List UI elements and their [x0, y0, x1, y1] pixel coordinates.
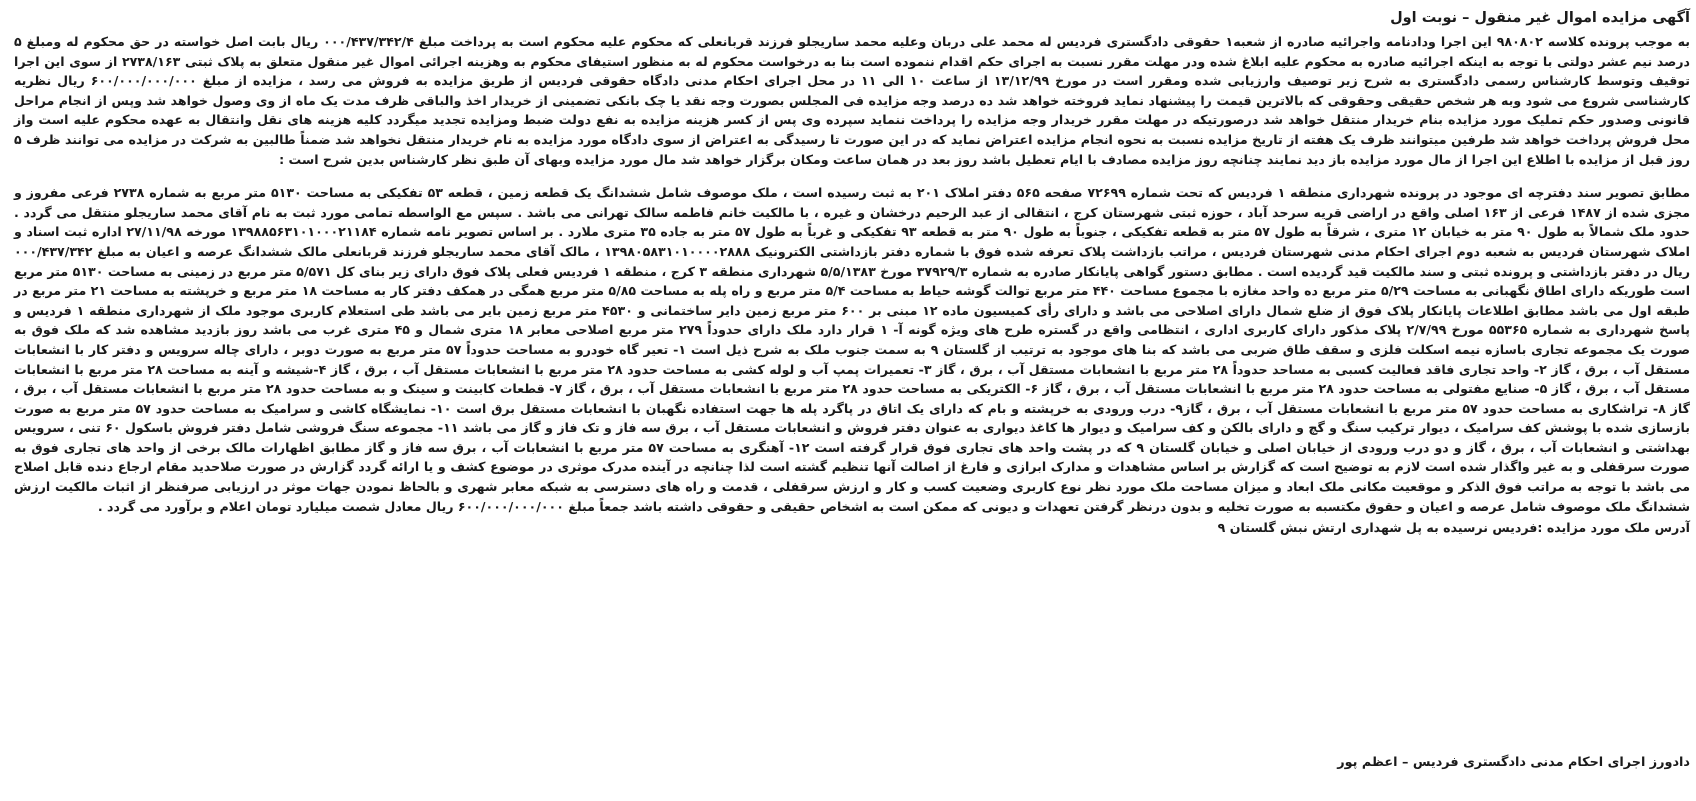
notice-title: آگهی مزایده اموال غیر منقول – نوبت اول — [1390, 10, 1690, 26]
signature-line: دادورز اجرای احکام مدنی دادگستری فردیس – اعظم پور — [1337, 755, 1690, 770]
property-address: آدرس ملک مورد مزایده :فردیس نرسیده به پل شهداری ارتش نبش گلستان ۹ — [1217, 520, 1690, 536]
notice-paragraph-property-description: مطابق تصویر سند دفترچه ای موجود در پرونده شهرداری منطقه ۱ فردیس که تحت شماره ۷۲۶۹۹ صفحه ۵۶۵ دفتر املاک ۲۰۱ به ثبت رسیده است ، ملک موصوف شامل ششدانگ یک قطعه زمین ، قطعه ۵۳ تفکیکی به مساحت ۵۱۳۰ متر مربع به شماره ۲۷۳۸ فرعی مفروز و مجزی شده از ۱۴۸۷ فرعی از ۱۶۳ اصلی واقع در اراضی قریه سرحد آباد ، حوزه ثبتی شهرستان کرج ، انتقالی از عبد الرحیم درخشان و غیره ، با مالکیت خانم فاطمه سالک تهرانی می باشد . سپس مع الواسطه تمامی مورد ثبت به نام آقای محمد ساریجلو منتقل می گردد . حدود ملک شمالاً به طول ۹۰ متر به خیابان ۱۲ متری ، شرقاً به طول ۵۷ متر به قطعه تفکیکی ، جنوباً به طول ۹۰ متر به قطعه ۹۳ تفکیکی و غرباً به طول ۵۷ متر به جاده ۳۵ متری ملارد . بر اساس تصویر نامه شماره ۱۳۹۸۸۵۶۳۱۰۱۰۰۰۲۱۱۸۴ مورخه ۲۷/۱۱/۹۸ اداره ثبت اسناد و املاک شهرستان فردیس به شعبه دوم اجرای احکام مدنی شهرستان فردیس ، مراتب بازداشت پلاک تعرفه شده فوق با شماره دفتر بازداشتی الکترونیک ۱۳۹۸۰۵۸۳۱۰۱۰۰۰۰۲۸۸۸ ، مالک آقای محمد ساریجلو فرزند قربانعلی مالک ششدانگ عرصه و اعیان به مبلغ ۰۰۰/۴۳۷/۳۴۲ ریال در دفتر بازداشتی و پرونده ثبتی و سند مالکیت قید گردیده است . مطابق دستور گواهی پایانکار صادره به شماره ۳۷۹۲۹/۳ مورخ ۵/۵/۱۳۸۳ شهرداری منطقه ۳ کرج ، منطقه ۱ فردیس فعلی پلاک فوق دارای زیر بنای کل ۵/۵۷۱ متر مربع در زمینی به مساحت ۵۱۳۰ متر مربع است طوریکه دارای اطاق نگهبانی به مساحت ۵/۲۹ متر مربع ده واحد مغازه با مجموع مساحت ۴۴۰ متر مربع توالت گوشه حیاط به مساحت ۵/۴ متر مربع و راه پله به مساحت ۵/۸۵ متر مربع همگی در همکف دفتر کار به مساحت ۱۸ متر مربع و خرپشته به مساحت ۲۱ متر مربع در طبقه اول می باشد مطابق اطلاعات پایانکار پلاک فوق از ضلع شمال دارای اصلاحی می باشد و دارای رأی کمیسیون ماده ۱۲ مبنی بر ۶۰۰ متر مربع زمین دایر ساختمانی و ۴۵۳۰ متر مربع زمین بایر می باشد طی استعلام کاربری موجود ملک از شهرداری منطقه ۱ فردیس و پاسخ شهرداری به شماره ۵۵۳۶۵ مورخ ۲/۷/۹۹ پلاک مذکور دارای کاربری اداری ، انتظامی واقع در گستره طرح های ویژه گونه آ- ۱ قرار دارد ملک دارای حدوداً ۲۷۹ متر مربع اصلاحی معابر ۱۸ متری شمال و ۴۵ متری غرب می باشد روز بازدید مشاهده شد که ملک فوق به صورت یک مجموعه تجاری باسازه نیمه اسکلت فلزی و سقف طاق ضربی می باشد که بنا های موجود به ترتیب از گلستان ۹ به سمت جنوب ملک به شرح ذیل است ۱- تعیر گاه خودرو به مساحت حدوداً ۵۷ متر مربع به صورت دوبر ، دارای چاله سرویس و دفتر کار با انشعابات مستقل آب ، برق ، گاز ۲- واحد تجاری فاقد فعالیت کسبی به مساحد حدوداً ۲۸ متر مربع با انشعابات مستقل آب ، برق ، گاز ۳- تعمیرات پمپ آب و لوله کشی به مساحت حدود ۲۸ متر مربع با انشعابات مستقل آب ، برق ، گاز ۴-شیشه و آینه به مساحت ۲۸ متر مربع با انشعابات مستقل آب ، برق ، گاز ۵- صنایع مفتولی به مساحت حدود ۲۸ متر مربع با انشعابات مستقل آب ، برق ، گاز ۶- الکتریکی به مساحت حدود ۲۸ متر مربع با انشعابات مستقل آب ، برق ، گاز ۷- قطعات کابینت و سینک و به مساحت حدود ۲۸ متر مربع با انشعابات مستقل آب ، برق ، گاز ۸- تراشکاری به مساحت حدود ۵۷ متر مربع با انشعابات مستقل آب ، برق ، گاز۹- درب ورودی به خرپشته و بام که دارای یک اتاق در پاگرد پله ها جهت استفاده نگهبان با انشعابات مستقل برق است ۱۰- نمایشگاه کاشی و سرامیک به مساحت حدود ۵۷ متر مربع به صورت بازسازی شده با پوشش کف سرامیک ، دیوار ترکیب سنگ و گچ و دارای بالکن و کف سرامیک و دیوار ها کاغذ دیواری به عنوان دفتر فروش و انشعابات مستقل آب ، برق سه فاز و تک فاز و گاز می باشد ۱۱- مجموعه سنگ فروشی شامل دفتر فروش باسکول ۶۰ تنی ، سرویس بهداشتی و انشعابات آب ، برق ، گاز و دو درب ورودی از خیابان اصلی و خیابان گلستان ۹ که در پشت واحد های تجاری فوق قرار گرفته است ۱۲- آهنگری به مساحت ۵۷ متر مربع با انشعابات آب ، برق سه فاز و گاز مطابق اظهارات مالک برخی از واحد های تجاری فوق به صورت سرقفلی و به غیر واگذار شده است لازم به توضیح است که گزارش بر اساس مشاهدات و مدارک ابرازی و فارغ از اصالت آنها تنظیم گشته است لذا چنانچه در آینده مدرک موثری در موضوع کشف و یا ارائه گردد گزارش در صورت صلاحدید مقام ارجاع دنده قابل اصلاح می باشد با توجه به مراتب فوق الذکر و موقعیت مکانی ملک ابعاد و میزان مساحت ملک مورد نظر نوع کاربری وضعیت کسب و کار و ارزش سرقفلی ، قدمت و راه های دسترسی به شبکه معابر شهری و بالحاظ نمودن جهات موثر در ارزیابی صرفنظر از اثبات مالکیت ارزش ششدانگ ملک موصوف شامل عرصه و اعیان و حقوق مکتسبه به صورت تخلیه و بدون درنظر گرفتن تعهدات و دیونی که ممکن است به اشخاص حقیقی و حقوقی داشته باشد جمعاً مبلغ ۶۰۰/۰۰۰/۰۰۰/۰۰۰ ریال معادل شصت میلیارد تومان اعلام و برآورد می گردد . — [14, 185, 1691, 514]
notice-paragraph-execution: به موجب پرونده کلاسه ۹۸۰۸۰۲ این اجرا ودادنامه واجرائیه صادره از شعبه۱ حقوقی دادگستری فردیس له محمد علی دربان وعلیه محمد ساریجلو فرزند قربانعلی که محکوم علیه محکوم است به پرداخت مبلغ ۰۰۰/۴۳۷/۳۴۲/۴ ریال بابت اصل خواسته در حق محکوم له ومبلغ ۵ درصد نیم عشر دولتی با توجه به اینکه اجرائیه صادره به محکوم علیه ابلاغ شده ودر مهلت مقرر نسبت به اجرای حکم اقدام ننموده است بنا به درخواست محکوم له به منظور استیفای محکوم به وهزینه اجرائی اموال غیر منقول متعلق به پلاک ثبتی ۲۷۳۸/۱۶۳ از سوی این اجرا توقیف وتوسط کارشناس رسمی دادگستری به شرح زیر توصیف وارزیابی شده ومقرر است در مورخ ۱۳/۱۲/۹۹ از ساعت ۱۰ الی ۱۱ در محل اجرای احکام مدنی دادگاه حقوقی فردیس از طریق مزایده به فروش می رسد ، مزایده از مبلغ ۶۰۰/۰۰۰/۰۰۰/۰۰۰ ریال نظریه کارشناسی شروع می شود وبه هر شخص حقیقی وحقوقی که بالاترین قیمت را پیشنهاد نماید فروخته خواهد شد ده درصد وجه مزایده فی المجلس بصورت وجه نقد یا چک بانکی تضمینی از خریدار اخذ والباقی ظرف مدت یک ماه از وی وصول خواهد شد وپس از انجام مراحل قانونی وصدور حکم تملیک مورد مزایده بنام خریدار منتقل خواهد شد درصورتیکه در مهلت مقرر خریدار وجه مزایده را پرداخت ننمايد سپرده وی پس از کسر هزینه مزایده به نفع دولت ضبط ومزایده تجدید میگردد کلیه هزینه های نقل وانتقال به عهده محکوم علیه است واز محل فروش پرداخت خواهد شد طرفین میتوانند ظرف یک هفته از تاریخ مزایده نسبت به نحوه انجام مزایده اعتراض نماید که در این صورت تا رسیدگی به اعتراض از سوی دادگاه مورد مزایده به نام خریدار منتقل نخواهد شد ضمناً طالبین به شرکت در مزایده می توانند ظرف ۵ روز قبل از مزایده با اطلاع این اجرا از مال مورد مزایده باز دید نمایند چنانچه روز مزایده مصادف با ایام تعطیل باشد روز بعد در همان ساعت ومکان برگزار خواهد شد مال مورد مزایده وبهای آن طبق نظر کارشناس بدین شرح است : — [14, 34, 1690, 167]
